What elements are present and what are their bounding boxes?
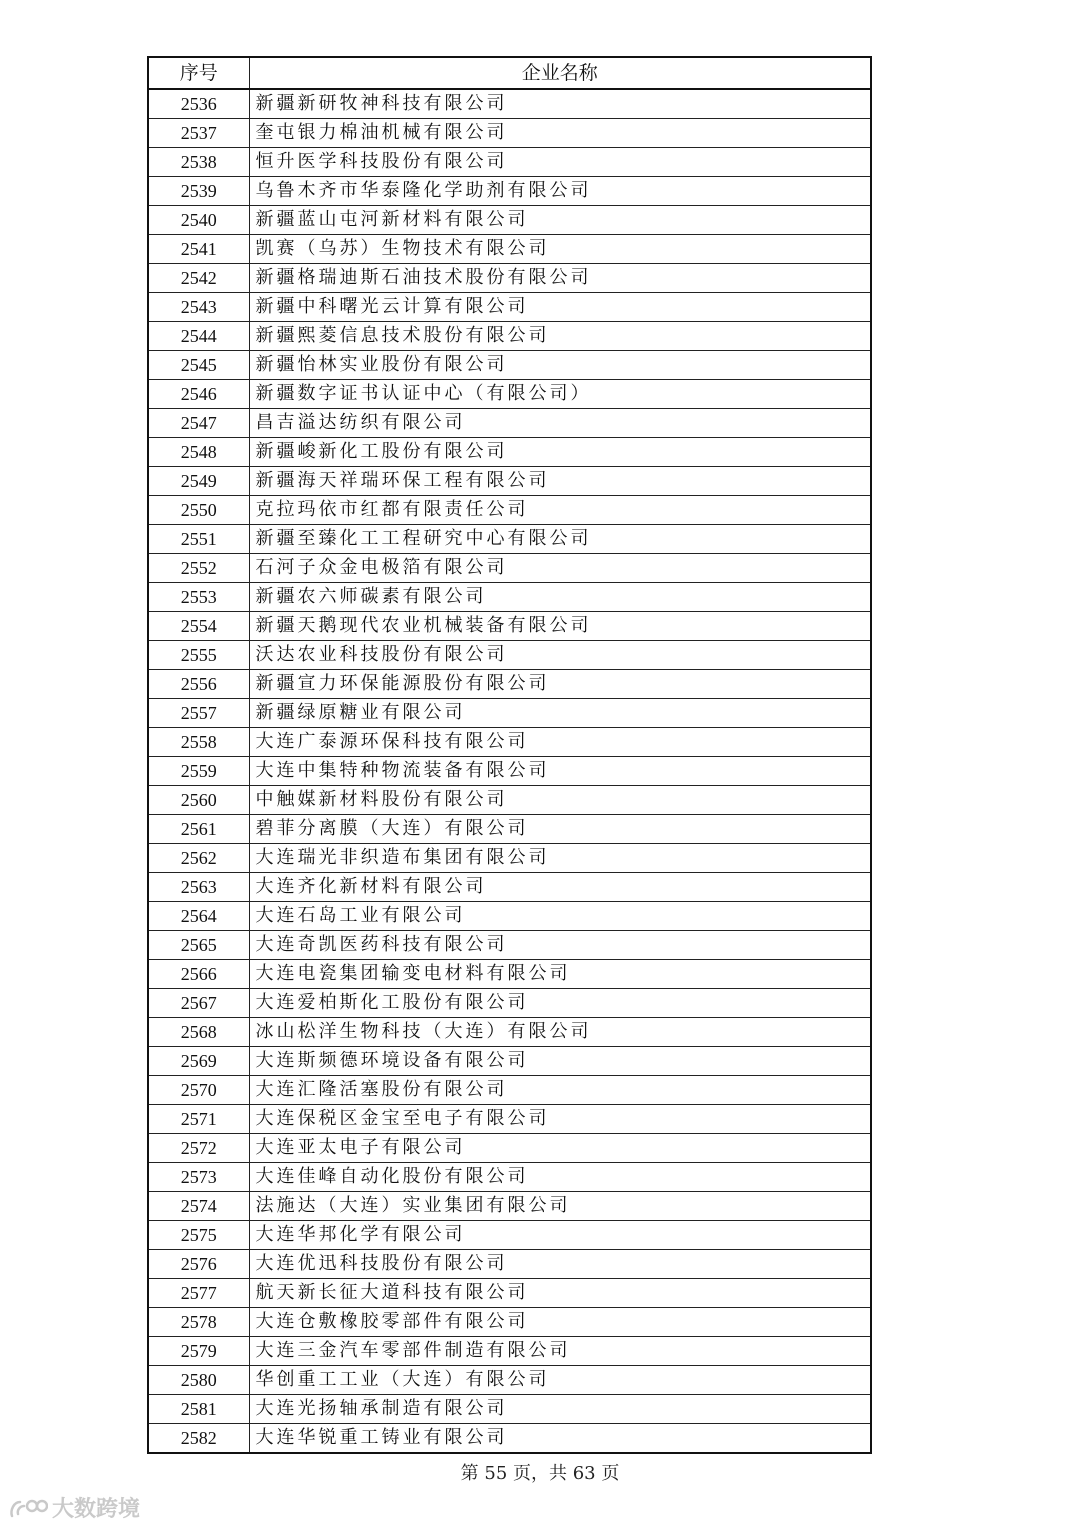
brand-logo-icon	[8, 1496, 48, 1520]
row-company-name: 新疆数字证书认证中心（有限公司）	[249, 380, 871, 409]
row-index: 2579	[148, 1337, 249, 1366]
table-row	[148, 1018, 871, 1047]
row-company-name: 大连三金汽车零部件制造有限公司	[249, 1337, 871, 1366]
table-row	[148, 873, 871, 902]
row-company-name: 大连齐化新材料有限公司	[249, 873, 871, 902]
table-row	[148, 322, 871, 351]
row-company-name: 大连光扬轴承制造有限公司	[249, 1395, 871, 1424]
table-row	[148, 757, 871, 786]
table-row	[148, 699, 871, 728]
row-index: 2572	[148, 1134, 249, 1163]
row-company-name: 新疆峻新化工股份有限公司	[249, 438, 871, 467]
table-row	[148, 89, 871, 119]
row-company-name: 大连奇凯医药科技有限公司	[249, 931, 871, 960]
row-company-name: 新疆新研牧神科技有限公司	[249, 89, 871, 119]
row-index: 2574	[148, 1192, 249, 1221]
row-company-name: 乌鲁木齐市华泰隆化学助剂有限公司	[249, 177, 871, 206]
row-company-name: 华创重工工业（大连）有限公司	[249, 1366, 871, 1395]
row-index: 2541	[148, 235, 249, 264]
table-row	[148, 670, 871, 699]
row-index: 2543	[148, 293, 249, 322]
row-company-name: 昌吉溢达纺织有限公司	[249, 409, 871, 438]
row-index: 2580	[148, 1366, 249, 1395]
row-index: 2575	[148, 1221, 249, 1250]
row-company-name: 新疆海天祥瑞环保工程有限公司	[249, 467, 871, 496]
row-index: 2560	[148, 786, 249, 815]
table-row	[148, 989, 871, 1018]
watermark-text: 大数跨境	[52, 1497, 141, 1522]
row-index: 2537	[148, 119, 249, 148]
row-company-name: 大连汇隆活塞股份有限公司	[249, 1076, 871, 1105]
row-company-name: 凯赛（乌苏）生物技术有限公司	[249, 235, 871, 264]
row-index: 2566	[148, 960, 249, 989]
table-row	[148, 467, 871, 496]
row-company-name: 航天新长征大道科技有限公司	[249, 1279, 871, 1308]
row-company-name: 新疆绿原糖业有限公司	[249, 699, 871, 728]
row-index: 2561	[148, 815, 249, 844]
table-row	[148, 786, 871, 815]
row-index: 2558	[148, 728, 249, 757]
row-index: 2576	[148, 1250, 249, 1279]
row-company-name: 大连华锐重工铸业有限公司	[249, 1424, 871, 1454]
table-row	[148, 177, 871, 206]
row-company-name: 大连保税区金宝至电子有限公司	[249, 1105, 871, 1134]
table-row	[148, 496, 871, 525]
row-index: 2570	[148, 1076, 249, 1105]
row-company-name: 克拉玛依市红都有限责任公司	[249, 496, 871, 525]
table-row	[148, 844, 871, 873]
row-company-name: 新疆蓝山屯河新材料有限公司	[249, 206, 871, 235]
table-body	[148, 89, 871, 1453]
table-row	[148, 409, 871, 438]
table-row	[148, 931, 871, 960]
row-company-name: 新疆宣力环保能源股份有限公司	[249, 670, 871, 699]
row-index: 2549	[148, 467, 249, 496]
row-index: 2554	[148, 612, 249, 641]
row-index: 2577	[148, 1279, 249, 1308]
table-row	[148, 1134, 871, 1163]
header-index: 序号	[148, 57, 249, 89]
table-row	[148, 293, 871, 322]
row-index: 2546	[148, 380, 249, 409]
row-index: 2544	[148, 322, 249, 351]
row-company-name: 大连斯频德环境设备有限公司	[249, 1047, 871, 1076]
row-index: 2581	[148, 1395, 249, 1424]
table-row	[148, 525, 871, 554]
table-row	[148, 380, 871, 409]
table-row	[148, 1337, 871, 1366]
table-row	[148, 235, 871, 264]
row-company-name: 大连中集特种物流装备有限公司	[249, 757, 871, 786]
row-company-name: 新疆天鹅现代农业机械装备有限公司	[249, 612, 871, 641]
table-row	[148, 1105, 871, 1134]
table-row	[148, 554, 871, 583]
page-number: 第 55 页，共 63 页	[460, 1463, 620, 1484]
row-company-name: 沃达农业科技股份有限公司	[249, 641, 871, 670]
row-index: 2550	[148, 496, 249, 525]
table-row	[148, 1395, 871, 1424]
table-row	[148, 641, 871, 670]
row-company-name: 新疆格瑞迪斯石油技术股份有限公司	[249, 264, 871, 293]
row-company-name: 法施达（大连）实业集团有限公司	[249, 1192, 871, 1221]
table-row	[148, 1250, 871, 1279]
row-company-name: 石河子众金电极箔有限公司	[249, 554, 871, 583]
row-company-name: 大连亚太电子有限公司	[249, 1134, 871, 1163]
row-index: 2555	[148, 641, 249, 670]
company-table	[147, 56, 872, 1454]
row-company-name: 大连爱柏斯化工股份有限公司	[249, 989, 871, 1018]
row-company-name: 冰山松洋生物科技（大连）有限公司	[249, 1018, 871, 1047]
row-index: 2582	[148, 1424, 249, 1454]
table-row	[148, 612, 871, 641]
table-row	[148, 264, 871, 293]
table-header-row	[148, 57, 871, 89]
row-index: 2551	[148, 525, 249, 554]
row-company-name: 大连广泰源环保科技有限公司	[249, 728, 871, 757]
table-row	[148, 206, 871, 235]
row-company-name: 大连优迅科技股份有限公司	[249, 1250, 871, 1279]
row-company-name: 大连电瓷集团输变电材料有限公司	[249, 960, 871, 989]
table-row	[148, 351, 871, 380]
row-index: 2565	[148, 931, 249, 960]
row-index: 2559	[148, 757, 249, 786]
row-index: 2552	[148, 554, 249, 583]
row-company-name: 大连仓敷橡胶零部件有限公司	[249, 1308, 871, 1337]
row-company-name: 新疆至臻化工工程研究中心有限公司	[249, 525, 871, 554]
table-row	[148, 148, 871, 177]
row-company-name: 大连佳峰自动化股份有限公司	[249, 1163, 871, 1192]
table-row	[148, 1047, 871, 1076]
watermark	[8, 1492, 140, 1523]
table-row	[148, 960, 871, 989]
row-company-name: 大连华邦化学有限公司	[249, 1221, 871, 1250]
row-company-name: 中触媒新材料股份有限公司	[249, 786, 871, 815]
row-index: 2538	[148, 148, 249, 177]
row-index: 2547	[148, 409, 249, 438]
table-row	[148, 1163, 871, 1192]
row-index: 2548	[148, 438, 249, 467]
row-company-name: 恒升医学科技股份有限公司	[249, 148, 871, 177]
row-company-name: 新疆农六师碳素有限公司	[249, 583, 871, 612]
header-company-name: 企业名称	[249, 57, 871, 89]
row-index: 2563	[148, 873, 249, 902]
table-row	[148, 1424, 871, 1454]
table-row	[148, 728, 871, 757]
row-index: 2568	[148, 1018, 249, 1047]
table-row	[148, 902, 871, 931]
row-company-name: 新疆熙菱信息技术股份有限公司	[249, 322, 871, 351]
table-row	[148, 1279, 871, 1308]
row-index: 2536	[148, 89, 249, 119]
row-index: 2573	[148, 1163, 249, 1192]
row-company-name: 新疆怡林实业股份有限公司	[249, 351, 871, 380]
table-row	[148, 583, 871, 612]
table-row	[148, 438, 871, 467]
table-row	[148, 1308, 871, 1337]
table-row	[148, 1221, 871, 1250]
row-index: 2540	[148, 206, 249, 235]
row-index: 2542	[148, 264, 249, 293]
table-row	[148, 1192, 871, 1221]
row-index: 2569	[148, 1047, 249, 1076]
row-company-name: 大连石岛工业有限公司	[249, 902, 871, 931]
row-index: 2556	[148, 670, 249, 699]
row-index: 2553	[148, 583, 249, 612]
row-company-name: 碧菲分离膜（大连）有限公司	[249, 815, 871, 844]
table-row	[148, 1366, 871, 1395]
row-index: 2557	[148, 699, 249, 728]
row-index: 2564	[148, 902, 249, 931]
table-row	[148, 119, 871, 148]
row-index: 2545	[148, 351, 249, 380]
row-index: 2567	[148, 989, 249, 1018]
row-company-name: 大连瑞光非织造布集团有限公司	[249, 844, 871, 873]
table-row	[148, 815, 871, 844]
row-index: 2539	[148, 177, 249, 206]
table-row	[148, 1076, 871, 1105]
row-company-name: 奎屯银力棉油机械有限公司	[249, 119, 871, 148]
row-index: 2571	[148, 1105, 249, 1134]
row-company-name: 新疆中科曙光云计算有限公司	[249, 293, 871, 322]
row-index: 2562	[148, 844, 249, 873]
row-index: 2578	[148, 1308, 249, 1337]
